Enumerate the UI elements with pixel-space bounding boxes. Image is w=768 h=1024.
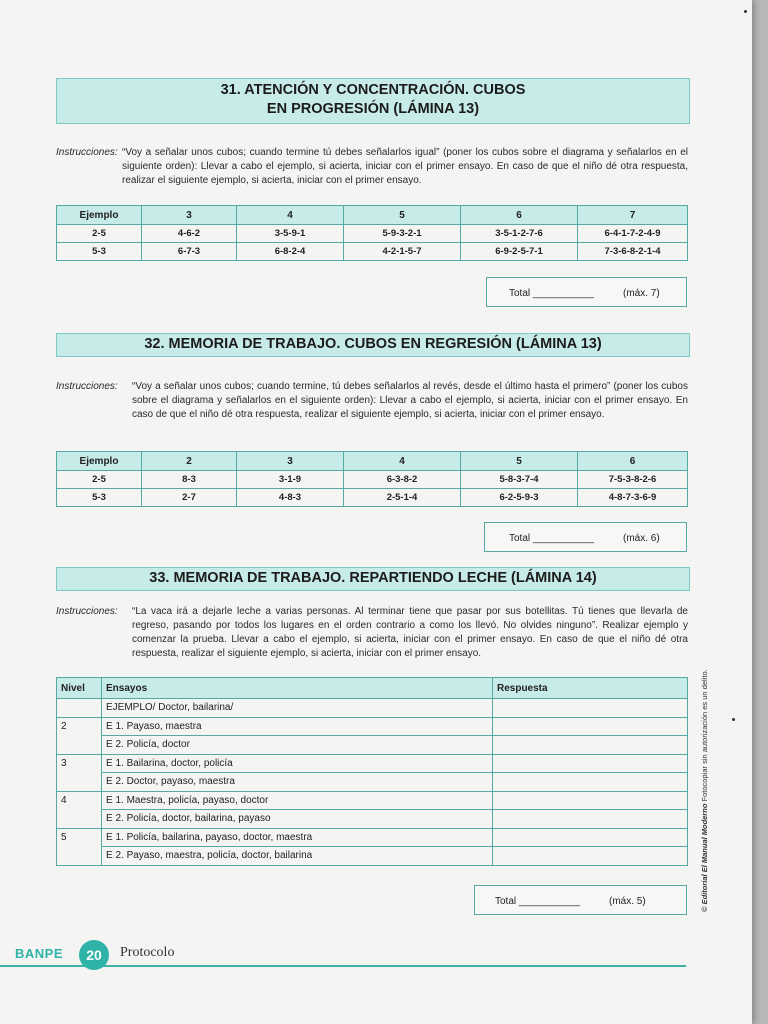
respuesta-cell[interactable] — [493, 699, 688, 718]
table-cell: 3-1-9 — [237, 471, 344, 489]
total-max: (máx. 7) — [623, 288, 660, 299]
table-row — [57, 243, 688, 261]
section-31-title-line2: EN PROGRESIÓN (LÁMINA 13) — [266, 101, 480, 117]
table-header-row — [57, 452, 688, 471]
table-cell: 4-2-1-5-7 — [344, 243, 461, 261]
table-cell: 8-3 — [142, 471, 237, 489]
margin-mark — [744, 10, 747, 13]
section-33-instructions — [56, 605, 692, 665]
section-32-table — [56, 451, 688, 507]
respuesta-cell[interactable] — [493, 717, 688, 736]
table-cell: 6-9-2-5-7-1 — [461, 243, 578, 261]
notice-text: Fotocopiar sin autorización es un delito. — [700, 669, 709, 802]
page-number-badge: 20 — [79, 940, 109, 970]
respuesta-cell[interactable] — [493, 736, 688, 755]
nivel-cell: 3 — [57, 754, 102, 791]
table-row — [57, 828, 688, 847]
table-row — [57, 717, 688, 736]
instructions-text: “Voy a señalar unos cubos; cuando termine tú debes señalarlos igual” (poner los cubos sobre el diagrama y señalarlos en el siguiente orden): Llevar a cabo el ejemplo, si acierta, iniciar con el primer ensayo. En caso de que el niño dé otra respuesta, realizar el siguiente ejemplo, si acierta, iniciar con el primer ensayo. — [122, 147, 688, 186]
table-cell: 2-5-1-4 — [344, 489, 461, 507]
instructions-label: Instrucciones: — [56, 147, 118, 158]
table-cell: 7-5-3-8-2-6 — [578, 471, 688, 489]
table-cell: 3-5-1-2-7-6 — [461, 225, 578, 243]
header-cell: Nivel — [57, 678, 102, 699]
copyright-note — [690, 647, 710, 912]
total-max: (máx. 5) — [609, 896, 646, 907]
respuesta-cell[interactable] — [493, 828, 688, 847]
section-32-total — [484, 522, 687, 552]
instructions-text: “Voy a señalar unos cubos; cuando termine, tú debes señalarlos al revés, desde el último hasta el primero” (poner los cubos sobre el diagrama y señalarlos en el siguiente orden): Llevar a cabo el ejemplo, si acierta, iniciar con el primer ensayo. En caso de que el niño dé otra respuesta, realizar el siguiente ejemplo, si acierta, iniciar con el primer ensayo. — [132, 381, 688, 420]
table-cell: 6-2-5-9-3 — [461, 489, 578, 507]
table-cell: 2-5 — [57, 471, 142, 489]
header-cell: 6 — [461, 206, 578, 225]
instructions-label: Instrucciones: — [56, 606, 118, 617]
header-cell: 3 — [237, 452, 344, 471]
table-row — [57, 471, 688, 489]
header-cell: Ensayos — [102, 678, 493, 699]
section-31-total — [486, 277, 687, 307]
table-cell: 4-6-2 — [142, 225, 237, 243]
respuesta-cell[interactable] — [493, 847, 688, 866]
table-cell: 4-8-3 — [237, 489, 344, 507]
table-cell: 5-8-3-7-4 — [461, 471, 578, 489]
table-header-row — [57, 678, 688, 699]
publisher-text: © Editorial El Manual Moderno — [700, 803, 709, 912]
table-cell: 5-3 — [57, 489, 142, 507]
table-row — [57, 773, 688, 792]
header-cell: Ejemplo — [57, 206, 142, 225]
header-cell: Ejemplo — [57, 452, 142, 471]
table-cell: 6-4-1-7-2-4-9 — [578, 225, 688, 243]
table-cell: 4-8-7-3-6-9 — [578, 489, 688, 507]
instructions-text: “La vaca irá a dejarle leche a varias personas. Al terminar tiene que pasar por sus botellitas. Tú tienes que llevarla de regreso, pasando por todos los lugares en el orden contrario a como los llevó. No olvides ninguno”. Realizar ejemplo y comenzar la prueba. Llevar a cabo el ejemplo, si acierta, iniciar con el primer ensayo. En caso de que el niño dé otra respuesta, realizar el siguiente ejemplo, si acierta, iniciar con el primer ensayo. — [132, 606, 688, 659]
table-cell: 6-8-2-4 — [237, 243, 344, 261]
table-cell: 3-5-9-1 — [237, 225, 344, 243]
table-row — [57, 847, 688, 866]
total-label: Total ___________ — [495, 896, 581, 907]
section-32-title — [56, 333, 690, 357]
footer-section-name: Protocolo — [120, 945, 175, 960]
section-31-title-line1: 31. ATENCIÓN Y CONCENTRACIÓN. CUBOS — [220, 82, 526, 98]
ensayo-cell: E 1. Maestra, policía, payaso, doctor — [102, 791, 493, 810]
table-cell: 2-5 — [57, 225, 142, 243]
header-cell: 4 — [237, 206, 344, 225]
respuesta-cell[interactable] — [493, 791, 688, 810]
table-cell: 5-3 — [57, 243, 142, 261]
section-31-table — [56, 205, 688, 261]
section-33-table — [56, 677, 688, 866]
nivel-cell: 2 — [57, 717, 102, 754]
total-label: Total ___________ — [509, 533, 595, 544]
ensayo-cell: E 1. Policía, bailarina, payaso, doctor, maestra — [102, 828, 493, 847]
margin-mark — [732, 718, 735, 721]
footer-brand: BANPE — [15, 946, 64, 961]
header-cell: 4 — [344, 452, 461, 471]
nivel-cell: 4 — [57, 791, 102, 828]
ensayo-cell: E 2. Policía, doctor, bailarina, payaso — [102, 810, 493, 829]
table-header-row — [57, 206, 688, 225]
instructions-label: Instrucciones: — [56, 381, 118, 392]
header-cell: 7 — [578, 206, 688, 225]
section-32-instructions — [56, 380, 692, 438]
table-row — [57, 791, 688, 810]
table-row — [57, 754, 688, 773]
nivel-cell — [57, 699, 102, 718]
section-31-title — [56, 78, 690, 124]
header-cell: 3 — [142, 206, 237, 225]
section-33-title — [56, 567, 690, 591]
respuesta-cell[interactable] — [493, 810, 688, 829]
header-cell: 2 — [142, 452, 237, 471]
table-row — [57, 225, 688, 243]
table-cell: 6-7-3 — [142, 243, 237, 261]
header-cell: 5 — [461, 452, 578, 471]
respuesta-cell[interactable] — [493, 754, 688, 773]
ensayo-cell: E 1. Payaso, maestra — [102, 717, 493, 736]
table-row — [57, 810, 688, 829]
section-31-instructions — [56, 146, 692, 192]
header-cell: 5 — [344, 206, 461, 225]
ensayo-cell: E 2. Doctor, payaso, maestra — [102, 773, 493, 792]
header-cell: Respuesta — [493, 678, 688, 699]
ensayo-cell: E 1. Bailarina, doctor, policía — [102, 754, 493, 773]
nivel-cell: 5 — [57, 828, 102, 865]
table-cell: 2-7 — [142, 489, 237, 507]
table-row — [57, 699, 688, 718]
section-33-title-text: 33. MEMORIA DE TRABAJO. REPARTIENDO LECHE (LÁMINA 14) — [149, 570, 597, 586]
table-row — [57, 736, 688, 755]
total-max: (máx. 6) — [623, 533, 660, 544]
table-row — [57, 489, 688, 507]
section-32-title-text: 32. MEMORIA DE TRABAJO. CUBOS EN REGRESIÓN (LÁMINA 13) — [144, 336, 602, 352]
ensayo-cell: E 2. Payaso, maestra, policía, doctor, bailarina — [102, 847, 493, 866]
section-33-total — [474, 885, 687, 915]
respuesta-cell[interactable] — [493, 773, 688, 792]
ensayo-cell: EJEMPLO/ Doctor, bailarina/ — [102, 699, 493, 718]
ensayo-cell: E 2. Policía, doctor — [102, 736, 493, 755]
table-cell: 6-3-8-2 — [344, 471, 461, 489]
table-cell: 7-3-6-8-2-1-4 — [578, 243, 688, 261]
header-cell: 6 — [578, 452, 688, 471]
total-label: Total ___________ — [509, 288, 595, 299]
table-cell: 5-9-3-2-1 — [344, 225, 461, 243]
